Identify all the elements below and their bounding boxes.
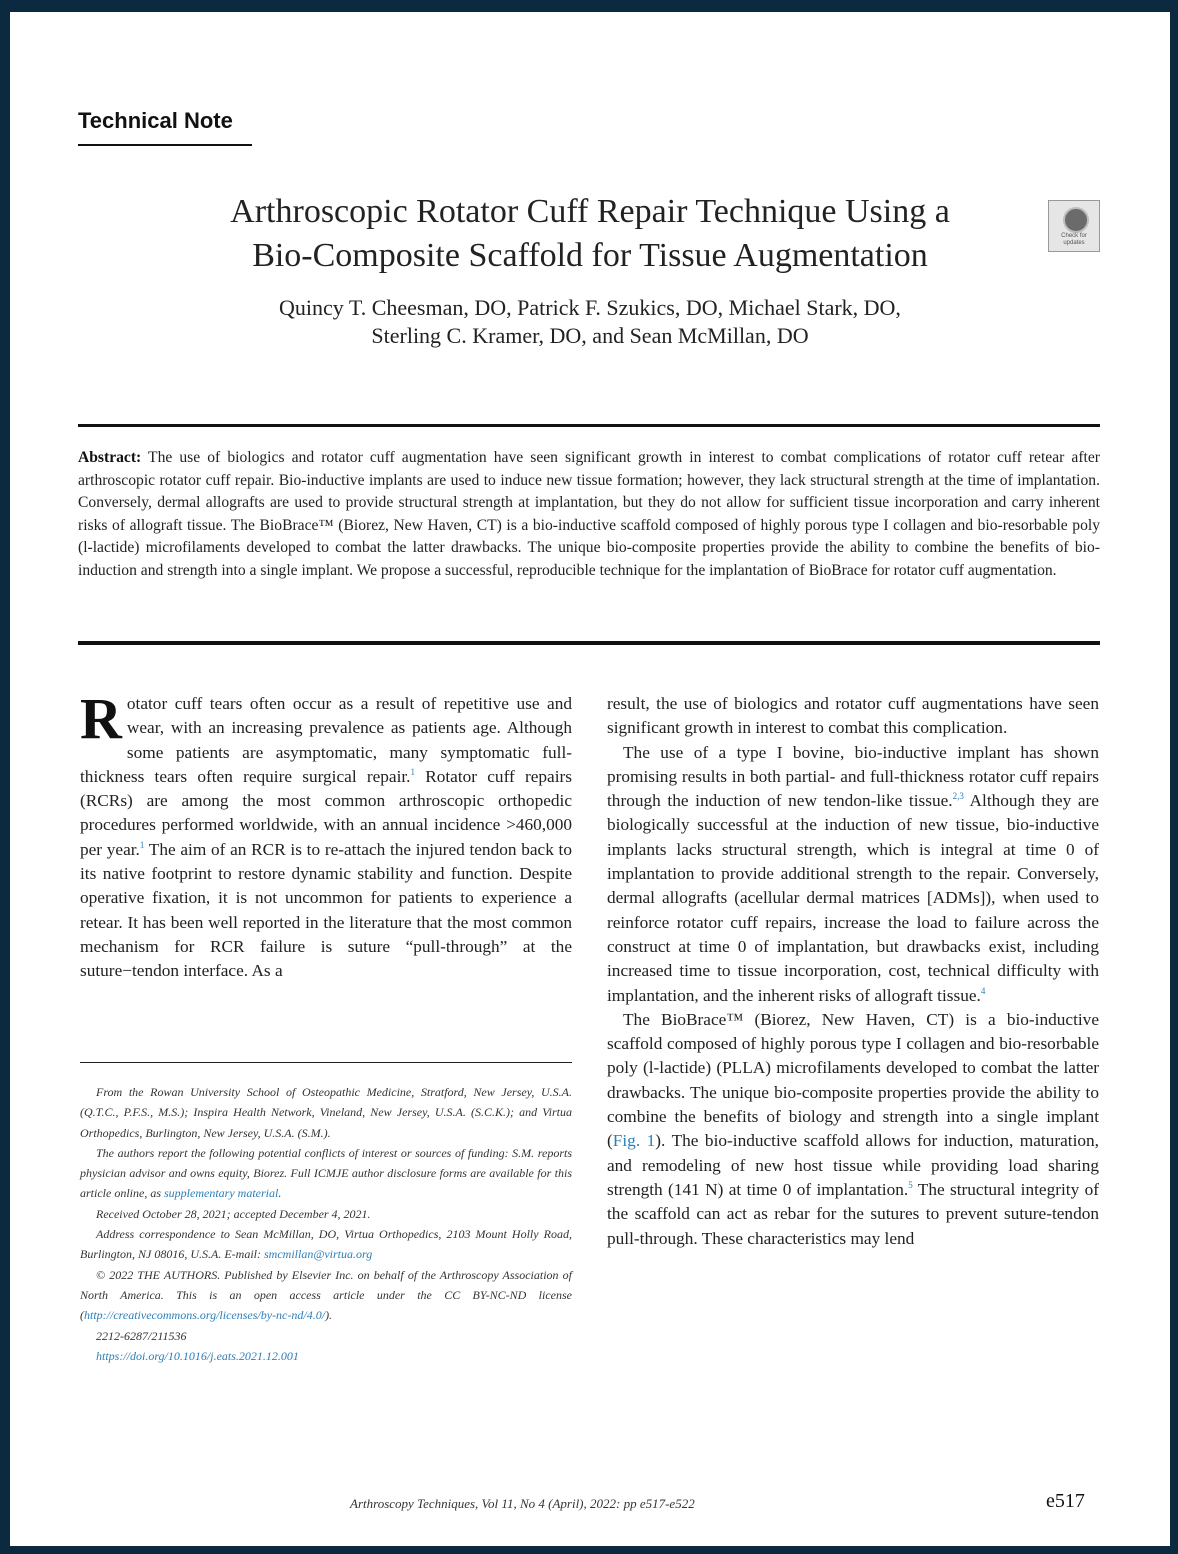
- footnotes: [80, 1082, 572, 1366]
- footnote-issn: 2212-6287/211536: [96, 1328, 187, 1343]
- footnote-conflicts: [80, 1143, 572, 1204]
- title-line: Arthroscopic Rotator Cuff Repair Technique Using a: [230, 193, 950, 230]
- body-paragraph: [607, 741, 1099, 1008]
- intro-paragraph: [80, 686, 572, 984]
- article-page: [10, 12, 1170, 1546]
- crossmark-label: Check for updates: [1061, 233, 1087, 246]
- license-link[interactable]: http://creativecommons.org/licenses/by-nc-nd/4.0/: [84, 1308, 326, 1323]
- abstract-label: Abstract:: [78, 449, 142, 466]
- body-paragraph: [607, 1008, 1099, 1251]
- reference-link[interactable]: 2,3: [952, 791, 964, 802]
- author-line: Sterling C. Kramer, DO, and Sean McMillan, DO: [371, 323, 809, 348]
- crossmark-icon: [1063, 207, 1089, 233]
- reference-link[interactable]: 1: [139, 840, 145, 851]
- footnote-text: ).: [325, 1308, 333, 1323]
- body-paragraph: result, the use of biologics and rotator cuff augmentations have seen significant growth in interest to combat this complication.: [607, 694, 1099, 738]
- footnote-address: [80, 1224, 572, 1265]
- abstract-top-rule: [78, 424, 1100, 427]
- email-link[interactable]: smcmillan@virtua.org: [263, 1247, 373, 1262]
- abstract-text: The use of biologics and rotator cuff augmentation have seen significant growth in interest to combat complications of rotator cuff retear after arthroscopic rotator cuff repair. Bio-inductive implants are used to induce new tissue formation; however, they lack structural strength at the time of implantation. Conversely, dermal allografts are used to provide structural strength at implantation, but they do not allow for sufficient tissue incorporation and carry inherent risks of allograft tissue. The BioBrace™ (Biorez, New Haven, CT) is a bio-inductive scaffold composed of highly porous type I collagen and bio-resorbable poly (l-lactide) microfilaments developed to combat the latter drawbacks. The unique bio-composite properties provide the ability to combine the benefits of bio-induction and strength into a single implant. We propose a successful, reproducible technique for the implantation of BioBrace for rotator cuff augmentation.: [78, 449, 1100, 579]
- abstract: [78, 447, 1100, 582]
- reference-link[interactable]: 5: [908, 1180, 913, 1191]
- reference-link[interactable]: 4: [980, 985, 986, 996]
- body-text: Rotator cuff repairs (RCRs) are among the most common arthroscopic orthopedic procedures performed worldwide, with an annual incidence >460,000 per year.: [80, 766, 572, 859]
- body-column-right: [607, 692, 1099, 1251]
- footnote-text: © 2022 THE AUTHORS. Published by Elsevier Inc. on behalf of the Arthroscopy Association of North America. This is an open access article under the CC BY-NC-ND license (: [80, 1267, 572, 1323]
- check-for-updates-badge[interactable]: [1048, 200, 1100, 252]
- supplementary-link[interactable]: supplementary material: [164, 1186, 279, 1201]
- body-text: ). The bio-inductive scaffold allows for induction, maturation, and remodeling of new host tissue while providing load sharing strength (141 N) at time 0 of implantation.: [607, 1131, 1099, 1199]
- footnote-text: .: [278, 1186, 282, 1201]
- body-text: The aim of an RCR is to re-attach the injured tendon back to its native footprint to restore dynamic stability and function. Despite operative fixation, it is not uncommon for patients to experience a retear. It has been well reported in the literature that the most common mechanism for RCR failure is suture “pull-through” at the suture−tendon interface. As a: [80, 839, 572, 981]
- body-text: The use of a type I bovine, bio-inductive implant has shown promising results in both partial- and full-thickness rotator cuff repairs through the induction of new tendon-like tissue.: [607, 742, 1099, 811]
- footnote-text: The authors report the following potential conflicts of interest or sources of funding: S.M. reports physician advisor and owns equity, Biorez. Full ICMJE author disclosure forms are available for this article online, as: [80, 1145, 572, 1201]
- author-list: [140, 294, 1040, 350]
- footnote-received: Received October 28, 2021; accepted December 4, 2021.: [96, 1206, 371, 1221]
- article-title: [140, 190, 1040, 278]
- drop-cap: R: [80, 686, 122, 751]
- page-number: e517: [1046, 1490, 1085, 1512]
- footnote-text: Address correspondence to Sean McMillan, DO, Virtua Orthopedics, 2103 Mount Holly Road, Burlington, NJ 08016, U.S.A. E-mail:: [80, 1227, 572, 1262]
- author-line: Quincy T. Cheesman, DO, Patrick F. Szukics, DO, Michael Stark, DO,: [279, 295, 901, 320]
- body-text: otator cuff tears often occur as a result of repetitive use and wear, with an increasing prevalence as patients age. Although some patients are asymptomatic, many symptomatic full-thickness tears often require surgical repair.: [80, 694, 572, 786]
- body-text: The structural integrity of the scaffold can act as rebar for the sutures to prevent suture-tendon pull-through. These characteristics may lend: [607, 1179, 1099, 1248]
- figure-link[interactable]: Fig. 1: [612, 1131, 656, 1151]
- abstract-bottom-rule: [78, 641, 1100, 645]
- section-label: Technical Note: [78, 108, 252, 146]
- body-text: The BioBrace™ (Biorez, New Haven, CT) is a bio-inductive scaffold composed of highly porous type I collagen and bio-resorbable poly (l-lactide) (PLLA) microfilaments developed to combat the latter drawbacks. The unique bio-composite properties provide the ability to combine the benefits of biology and strength into a single implant (: [607, 1009, 1099, 1151]
- footnote-copyright: [80, 1265, 572, 1326]
- footnote-affiliation: From the Rowan University School of Osteopathic Medicine, Stratford, New Jersey, U.S.A. (Q.T.C., P.F.S., M.S.); Inspira Health Network, Vineland, New Jersey, U.S.A. (S.C.K.); and Virtua Orthopedics, Burlington, New Jersey, U.S.A. (S.M.).: [80, 1085, 572, 1140]
- journal-citation: Arthroscopy Techniques, Vol 11, No 4 (April), 2022: pp e517-e522: [350, 1496, 695, 1511]
- body-column-left: [80, 686, 572, 984]
- doi-link[interactable]: https://doi.org/10.1016/j.eats.2021.12.001: [96, 1348, 299, 1363]
- reference-link[interactable]: 1: [410, 767, 415, 778]
- footnote-rule: [80, 1062, 572, 1063]
- body-text: Although they are biologically successful at the induction of new tissue, bio-inductive implants lacks structural strength, which is integral at time 0 of implantation to provide additional strength to the repair. Conversely, dermal allografts (acellular dermal matrices [ADMs]), when used to reinforce rotator cuff repairs, increase the load to failure across the construct at time 0 of implantation, but drawbacks exist, including increased time to tissue incorporation, cost, technical difficulty with implantation, and the inherent risks of allograft tissue.: [607, 791, 1099, 1005]
- title-line: Bio-Composite Scaffold for Tissue Augmentation: [252, 237, 928, 274]
